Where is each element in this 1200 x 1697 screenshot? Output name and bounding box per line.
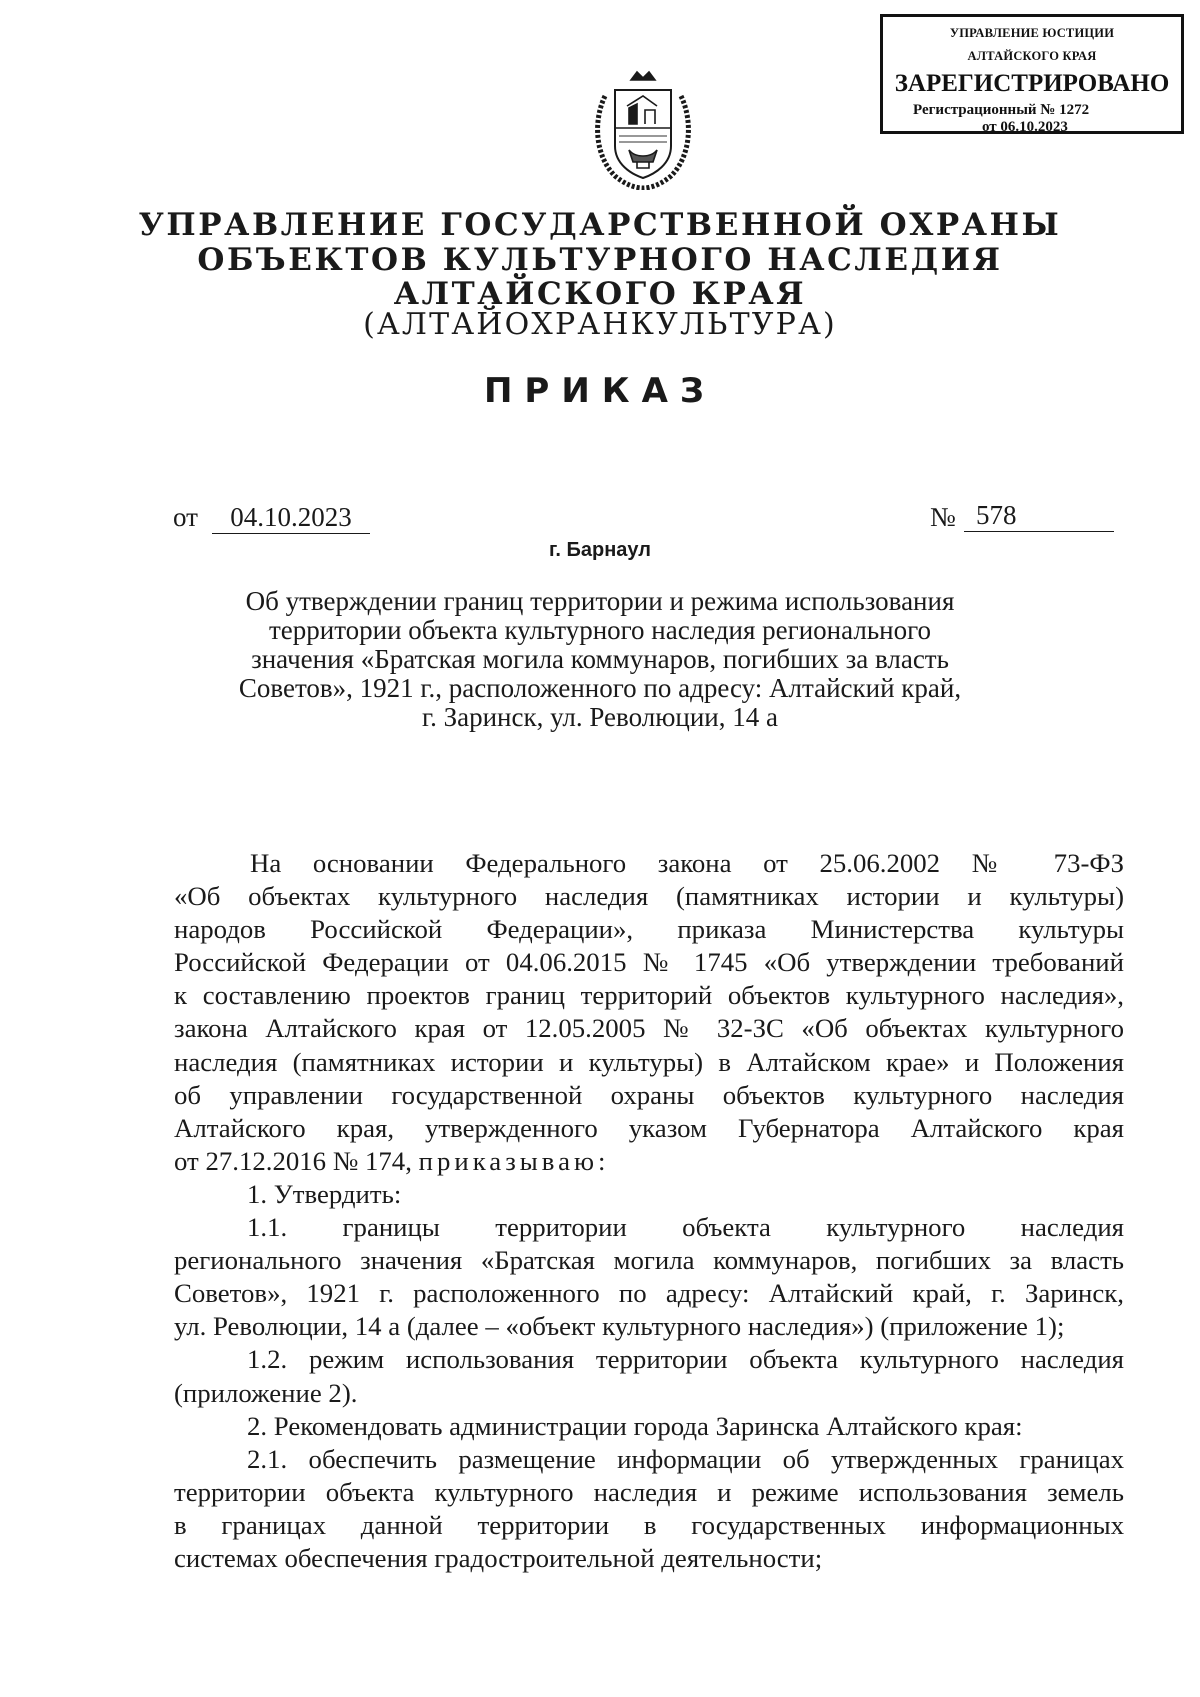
- stamp-org-line2: АЛТАЙСКОГО КРАЯ: [967, 49, 1097, 63]
- number-label: №: [930, 502, 956, 532]
- stamp-reg-date: от 06.10.2023: [982, 119, 1068, 135]
- subject-line: Советов», 1921 г., расположенного по адресу: Алтайский край,: [238, 673, 962, 703]
- body-line: территории объекта культурного наследия и режиме использования земель: [174, 1476, 1124, 1507]
- body-line: Алтайского края, утвержденного указом Губернатора Алтайского края: [174, 1112, 1124, 1143]
- stamp-reg-number: Регистрационный № 1272: [913, 102, 1090, 118]
- org-header-line1: УПРАВЛЕНИЕ ГОСУДАРСТВЕННОЙ ОХРАНЫ: [138, 207, 1062, 243]
- body-line: ул. Революции, 14 а (далее – «объект культурного наследия») (приложение 1);: [174, 1311, 1065, 1342]
- stamp-status: ЗАРЕГИСТРИРОВАНО: [894, 70, 1170, 97]
- body-text: :: [598, 1145, 606, 1176]
- body-line: об управлении государственной охраны объектов культурного наследия: [174, 1079, 1124, 1110]
- body-line: Советов», 1921 г. расположенного по адресу: Алтайский край, г. Заринск,: [174, 1278, 1124, 1309]
- date-label: от: [173, 502, 198, 532]
- subject-line: территории объекта культурного наследия регионального: [268, 615, 931, 645]
- order-date: 04.10.2023: [212, 502, 370, 534]
- body-line: На основании Федерального закона от 25.06.2002 № 73-ФЗ: [250, 848, 1124, 878]
- stamp-org-line1: УПРАВЛЕНИЕ ЮСТИЦИИ: [949, 26, 1115, 40]
- order-word: приказываю: [418, 1145, 598, 1176]
- body-line: в границах данной территории в государственных информационных: [174, 1509, 1124, 1540]
- order-subject: [0, 587, 1200, 732]
- body-text: от 27.12.2016 № 174,: [174, 1145, 419, 1176]
- body-line: наследия (памятниках истории и культуры) в Алтайском крае» и Положения: [174, 1046, 1124, 1077]
- body-line: регионального значения «Братская могила коммунаров, погибших за власть: [174, 1245, 1124, 1276]
- order-number: 578: [964, 500, 1114, 532]
- registration-stamp: [880, 14, 1184, 134]
- subject-line: значения «Братская могила коммунаров, погибших за власть: [251, 644, 949, 674]
- body-line: «Об объектах культурного наследия (памятниках истории и культуры): [174, 881, 1124, 912]
- body-line: системах обеспечения градостроительной деятельности;: [174, 1542, 823, 1573]
- item-1: 1. Утвердить:: [247, 1178, 402, 1209]
- coat-of-arms-icon: [585, 66, 701, 190]
- org-header-line3: АЛТАЙСКОГО КРАЯ: [393, 276, 807, 312]
- org-header-line2: ОБЪЕКТОВ КУЛЬТУРНОГО НАСЛЕДИЯ: [197, 242, 1003, 278]
- subject-line: г. Заринск, ул. Революции, 14 а: [422, 702, 778, 732]
- org-header-abbrev: (АЛТАЙОХРАНКУЛЬТУРА): [363, 307, 837, 342]
- body-line: Российской Федерации от 04.06.2015 № 1745 «Об утверждении требований: [174, 947, 1124, 978]
- item-2-1: 2.1. обеспечить размещение информации об утвержденных границах: [247, 1443, 1124, 1474]
- item-2: 2. Рекомендовать администрации города Заринска Алтайского края:: [247, 1410, 1023, 1441]
- body-line: (приложение 2).: [174, 1377, 358, 1408]
- item-1-1: 1.1. границы территории объекта культурного наследия: [247, 1212, 1124, 1243]
- item-1-2: 1.2. режим использования территории объекта культурного наследия: [247, 1344, 1124, 1375]
- body-line: закона Алтайского края от 12.05.2005 № 32-ЗС «Об объектах культурного: [174, 1013, 1124, 1044]
- document-title: ПРИКАЗ: [483, 371, 717, 411]
- body-line: народов Российской Федерации», приказа Министерства культуры: [174, 914, 1124, 945]
- body-line-order-clause: [174, 1145, 1124, 1178]
- body-line: к составлению проектов границ территорий объектов культурного наследия»,: [174, 980, 1124, 1011]
- subject-line: Об утверждении границ территории и режима использования: [245, 586, 955, 616]
- order-body: [174, 847, 1124, 1575]
- city: г. Барнаул: [549, 539, 651, 561]
